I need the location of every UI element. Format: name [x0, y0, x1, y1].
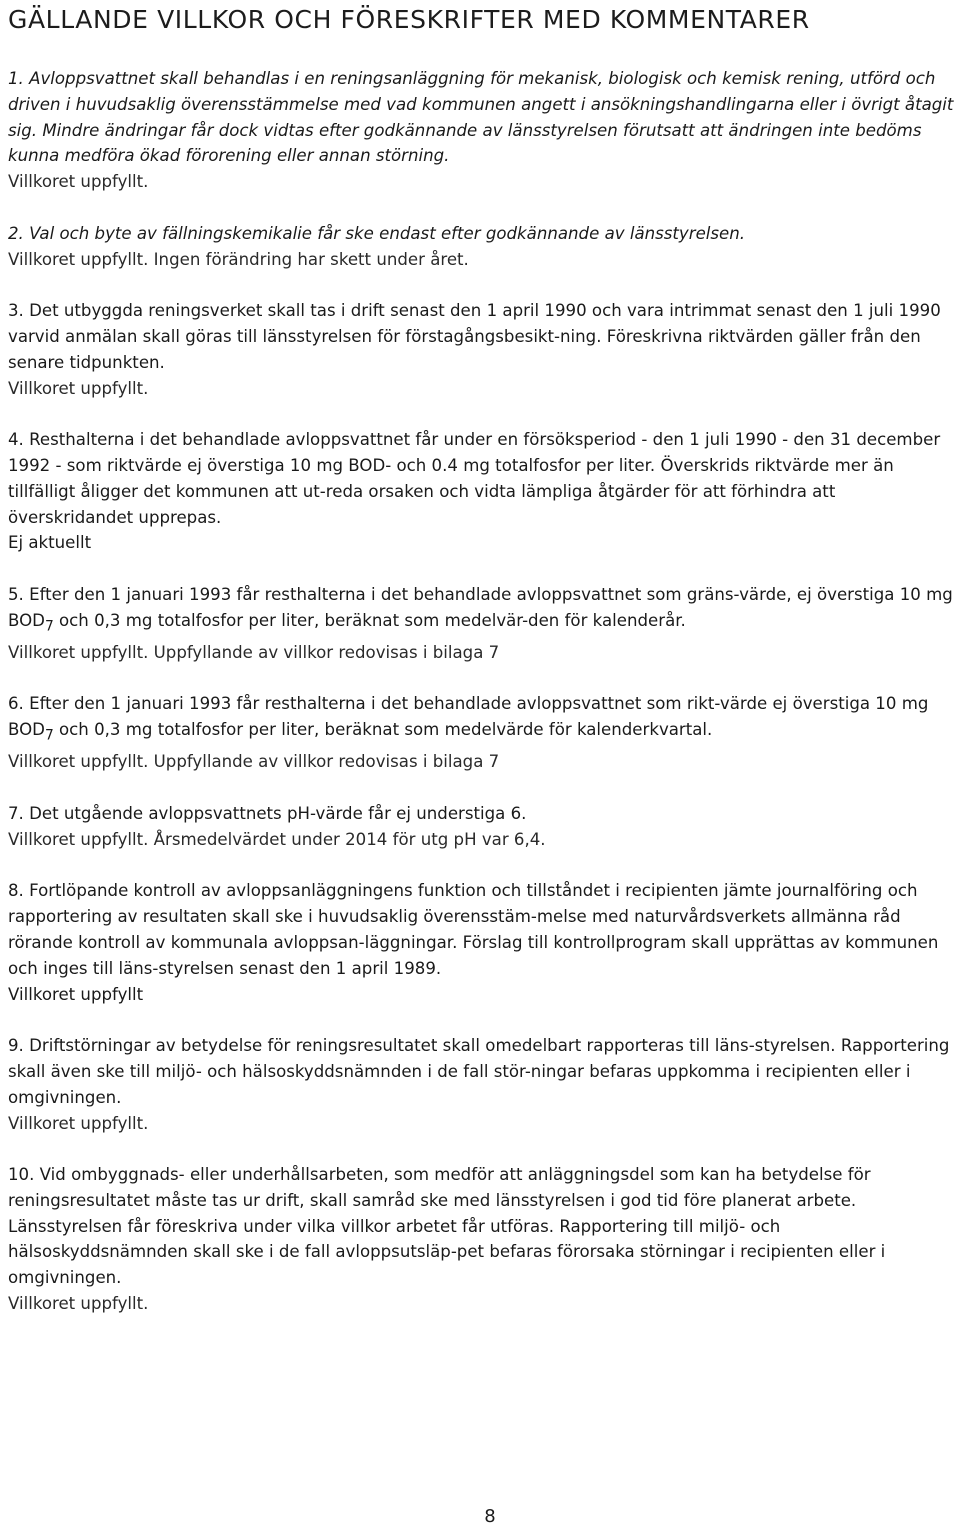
condition-status: Villkoret uppfyllt.	[8, 378, 149, 398]
condition-text	[8, 298, 956, 375]
condition-body: Avloppsvattnet skall behandlas i en reningsanläggning för mekanisk, biologisk och kemisk rening, utförd och driven i huvudsaklig överensstämmelse med vad kommunen angett i ansökningshandlingarna eller i övrigt åtagit sig. Mindre ändringar får dock vidtas efter godkännande av länsstyrelsen förutsatt att ändringen inte bedöms kunna medföra ökad förorening eller annan störning.	[8, 69, 954, 166]
page-number: 8	[484, 1506, 496, 1527]
condition-number: 6.	[8, 694, 24, 714]
condition-text	[8, 582, 956, 640]
condition-status: Villkoret uppfyllt.	[8, 1294, 149, 1314]
condition-item-2	[8, 221, 956, 273]
condition-item-10	[8, 1162, 956, 1317]
condition-text	[8, 801, 956, 827]
condition-status: Villkoret uppfyllt	[8, 984, 144, 1004]
bod-subscript: 7	[44, 618, 54, 635]
condition-item-5	[8, 582, 956, 666]
condition-status: Villkoret uppfyllt. Årsmedelvärdet under 2014 för utg pH var 6,4.	[8, 829, 546, 849]
condition-item-1	[8, 66, 956, 195]
condition-item-7	[8, 801, 956, 853]
condition-number: 3.	[8, 301, 24, 321]
condition-number: 9.	[8, 1036, 24, 1056]
condition-text	[8, 691, 956, 749]
condition-number: 10.	[8, 1165, 35, 1185]
condition-text	[8, 1033, 956, 1110]
condition-item-9	[8, 1033, 956, 1136]
condition-text	[8, 66, 956, 169]
condition-number: 5.	[8, 584, 24, 604]
condition-status: Villkoret uppfyllt. Ingen förändring har skett under året.	[8, 249, 469, 269]
condition-text	[8, 1162, 956, 1291]
condition-number: 8.	[8, 881, 24, 901]
condition-body-part-2: och 0,3 mg totalfosfor per liter, beräknat som medelvärde för kalenderkvartal.	[53, 720, 713, 740]
condition-body: Vid ombyggnads- eller underhållsarbeten, som medför att anläggningsdel som kan ha betydelse för reningsresultatet måste tas ur drift, skall samråd ske med länsstyrelsen i god tid före planerat arbete. Länsstyrelsen får föreskriva under vilka villkor arbetet får utföras. Rapportering till miljö- och hälsoskyddsnämnden skall ske i de fall avloppsutsläp-pet befaras förorsaka störningar i recipienten eller i omgivningen.	[8, 1165, 886, 1288]
condition-body: Driftstörningar av betydelse för reningsresultatet skall omedelbart rapporteras till läns-styrelsen. Rapportering skall även ske till miljö- och hälsoskyddsnämnden i de fall stör-ningar befaras uppkomma i recipienten eller i omgivningen.	[8, 1036, 950, 1107]
condition-number: 4.	[8, 430, 24, 450]
condition-item-3	[8, 298, 956, 401]
condition-status: Ej aktuellt	[8, 533, 92, 553]
condition-number: 7.	[8, 803, 24, 823]
page-title: GÄLLANDE VILLKOR OCH FÖRESKRIFTER MED KOMMENTARER	[8, 5, 810, 34]
condition-status: Villkoret uppfyllt. Uppfyllande av villkor redovisas i bilaga 7	[8, 752, 500, 772]
condition-status: Villkoret uppfyllt.	[8, 172, 149, 192]
condition-number: 2.	[8, 223, 24, 243]
condition-text	[8, 221, 956, 247]
condition-body: Det utbyggda reningsverket skall tas i drift senast den 1 april 1990 och vara intrimmat senast den 1 juli 1990 varvid anmälan skall göras till länsstyrelsen för förstagångsbesikt-ning. Föreskrivna riktvärden gäller från den senare tidpunkten.	[8, 301, 941, 372]
conditions-list	[8, 66, 956, 1317]
condition-body-part-1: Efter den 1 januari 1993 får resthalterna i det behandlade avloppsvattnet som gräns-värde, ej överstiga 10 mg BOD	[8, 584, 953, 630]
bod-subscript: 7	[44, 727, 54, 744]
condition-body: Resthalterna i det behandlade avloppsvattnet får under en försöksperiod - den 1 juli 1990 - den 31 december 1992 - som riktvärde ej överstiga 10 mg BOD- och 0.4 mg totalfosfor per liter. Överskrids riktvärde mer än tillfälligt åligger det kommunen att ut-reda orsaken och vidta lämpliga åtgärder för att förhindra att överskridandet upprepas.	[8, 430, 941, 527]
condition-body: Det utgående avloppsvattnets pH-värde får ej understiga 6.	[29, 803, 527, 823]
condition-status: Villkoret uppfyllt. Uppfyllande av villkor redovisas i bilaga 7	[8, 642, 500, 662]
condition-body-part-1: Efter den 1 januari 1993 får resthalterna i det behandlade avloppsvattnet som rikt-värde ej överstiga 10 mg BOD	[8, 694, 929, 740]
condition-body-part-2: och 0,3 mg totalfosfor per liter, beräknat som medelvär-den för kalenderår.	[53, 610, 686, 630]
condition-body: Fortlöpande kontroll av avloppsanläggningens funktion och tillståndet i recipienten jämte journalföring och rapportering av resultaten skall ske i huvudsaklig överensstäm-melse med naturvårdsverkets allmänna råd rörande kontroll av kommunala avloppsan-läggningar. Förslag till kontrollprogram skall upprättas av kommunen och inges till läns-styrelsen senast den 1 april 1989.	[8, 881, 939, 978]
document-page	[8, 0, 956, 1343]
condition-item-4	[8, 427, 956, 556]
condition-status: Villkoret uppfyllt.	[8, 1113, 149, 1133]
condition-body: Val och byte av fällningskemikalie får ske endast efter godkännande av länsstyrelsen.	[29, 223, 746, 243]
condition-item-8	[8, 878, 956, 1007]
condition-item-6	[8, 691, 956, 775]
condition-number: 1.	[8, 69, 24, 88]
condition-text	[8, 427, 956, 530]
condition-text	[8, 878, 956, 981]
